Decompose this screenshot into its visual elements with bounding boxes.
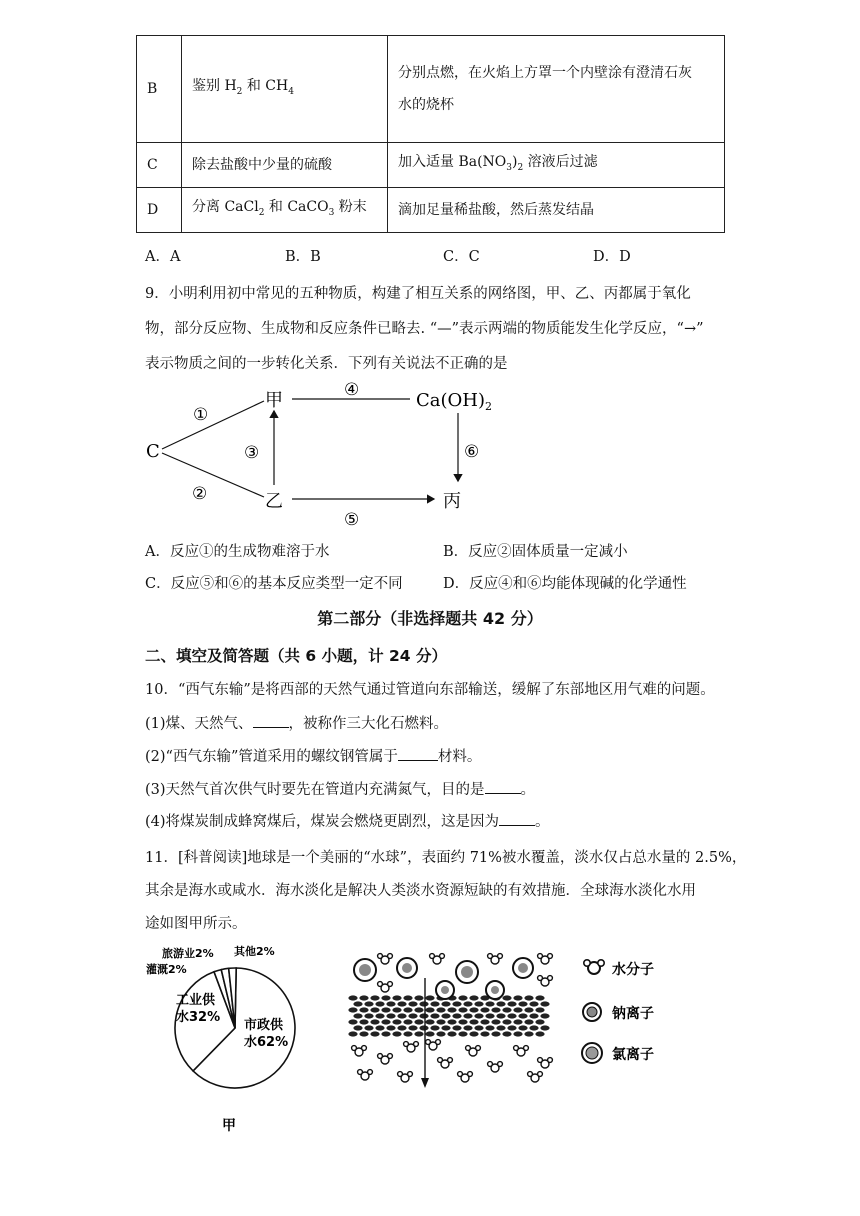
- membrane-cell: [469, 1031, 479, 1037]
- desalination-use-pie-chart: [140, 935, 330, 1140]
- legend-chloride: 氯离子: [612, 1047, 654, 1063]
- membrane-cell: [463, 1001, 473, 1007]
- membrane-cell: [436, 1031, 446, 1037]
- membrane-cell: [381, 1031, 391, 1037]
- chloride-ion-icon: [582, 1043, 602, 1063]
- ion-core: [518, 963, 528, 973]
- water-molecule: [430, 954, 445, 964]
- pie-label-other: 其他2%: [234, 945, 275, 958]
- membrane-cell: [502, 1007, 512, 1013]
- membrane-cell: [381, 1019, 391, 1025]
- membrane-cell: [414, 1031, 424, 1037]
- membrane-cell: [430, 1025, 440, 1031]
- row-purpose: 鉴别 $H_2$ 和 $CH_4$: [182, 36, 388, 143]
- water-molecule-icon: [584, 960, 604, 974]
- membrane-cell: [452, 1001, 462, 1007]
- membrane-cell: [452, 1013, 462, 1019]
- membrane-cell: [364, 1001, 374, 1007]
- membrane-cell: [353, 1025, 363, 1031]
- water-molecule: [528, 1072, 543, 1082]
- q10-item-1: (1)煤、天然气、 ，被称作三大化石燃料。: [145, 712, 448, 733]
- q11-line3: 途如图甲所示。: [145, 916, 247, 932]
- membrane-cell: [408, 1025, 418, 1031]
- label-r4: ④: [344, 380, 360, 400]
- q9-line2: 物，部分反应物、生成物和反应条件已略去. “—”表示两端的物质能发生化学反应，“→”: [145, 321, 704, 337]
- membrane-cell: [518, 1025, 528, 1031]
- q10-item-3: (3)天然气首次供气时要先在管道内充满氮气，目的是 。: [145, 778, 535, 799]
- membrane-cell: [540, 1013, 550, 1019]
- membrane-cell: [364, 1025, 374, 1031]
- membrane-cell: [375, 1025, 385, 1031]
- membrane-cell: [496, 1013, 506, 1019]
- legend-water: 水分子: [612, 962, 654, 978]
- water-molecule: [488, 954, 503, 964]
- membrane-cell: [447, 1007, 457, 1013]
- membrane-cell: [397, 1013, 407, 1019]
- membrane-cell: [447, 1031, 457, 1037]
- ion-core: [359, 964, 371, 976]
- membrane-cell: [480, 1007, 490, 1013]
- membrane-cell: [392, 1019, 402, 1025]
- row-purpose: 分离 CaCl$_2$ 和 CaCO$_3$ 粉末: [182, 188, 388, 233]
- particle-legend: [578, 958, 688, 1068]
- node-c: C: [146, 441, 160, 462]
- membrane-cell: [524, 1019, 534, 1025]
- pie-label-industry-2: 水32%: [176, 1010, 221, 1025]
- membrane-cell: [392, 1031, 402, 1037]
- membrane-cell: [485, 1025, 495, 1031]
- membrane-cell: [386, 1013, 396, 1019]
- membrane-cell: [381, 995, 391, 1001]
- membrane-cell: [441, 1013, 451, 1019]
- membrane-cell: [535, 995, 545, 1001]
- q10-item-2: (2)“西气东输”管道采用的螺纹钢管属于 材料。: [145, 745, 481, 766]
- membrane-cell: [353, 1013, 363, 1019]
- membrane-cell: [414, 1019, 424, 1025]
- membrane-cell: [535, 1031, 545, 1037]
- q11-line1: 11．[科普阅读]地球是一个美丽的“水球”，表面约 71%被水覆盖，淡水仅占总水量的 2.5%，: [145, 850, 747, 866]
- membrane-cell: [425, 1007, 435, 1013]
- membrane-cell: [359, 1019, 369, 1025]
- membrane-cell: [535, 1019, 545, 1025]
- membrane-cell: [370, 1019, 380, 1025]
- water-molecule: [538, 976, 553, 986]
- answer-blank[interactable]: [499, 811, 535, 826]
- choice-c: C．C: [443, 249, 480, 265]
- membrane-cell: [529, 1001, 539, 1007]
- membrane-cell: [364, 1013, 374, 1019]
- membrane-cell: [469, 1019, 479, 1025]
- q9-line1: 9．小明利用初中常见的五种物质，构建了相互关系的网络图，甲、乙、丙都属于氧化: [145, 286, 691, 302]
- pie-label-industry-1: 工业供: [176, 993, 216, 1008]
- row-letter: C: [137, 143, 182, 188]
- membrane-cell: [392, 1007, 402, 1013]
- membrane-cell: [436, 1019, 446, 1025]
- membrane-cell: [458, 1019, 468, 1025]
- node-yi: 乙: [265, 491, 283, 512]
- node-bing: 丙: [443, 491, 461, 512]
- water-molecule: [358, 1070, 373, 1080]
- row-letter: D: [137, 188, 182, 233]
- sodium-ion-icon: [583, 1003, 601, 1021]
- membrane-cell: [458, 1007, 468, 1013]
- membrane-cell: [419, 1013, 429, 1019]
- pie-label-municipal-2: 水62%: [244, 1035, 289, 1050]
- q9-option-a: A．反应①的生成物难溶于水: [145, 544, 330, 560]
- membrane-cell: [540, 1001, 550, 1007]
- water-molecule: [378, 954, 393, 964]
- q9-option-b: B．反应②固体质量一定减小: [443, 544, 628, 560]
- membrane-cell: [507, 1013, 517, 1019]
- q9-line3: 表示物质之间的一步转化关系．下列有关说法不正确的是: [145, 356, 508, 372]
- membrane-cell: [419, 1025, 429, 1031]
- label-r2: ②: [192, 484, 208, 504]
- membrane-cell: [452, 1025, 462, 1031]
- membrane-cell: [348, 995, 358, 1001]
- membrane-cell: [524, 1031, 534, 1037]
- membrane-cell: [491, 1007, 501, 1013]
- membrane-cell: [359, 995, 369, 1001]
- membrane-cell: [524, 995, 534, 1001]
- water-molecule: [378, 982, 393, 992]
- membrane-cell: [496, 1001, 506, 1007]
- row-purpose: 除去盐酸中少量的硫酸: [182, 143, 388, 188]
- water-molecule: [438, 1058, 453, 1068]
- membrane-cell: [375, 1013, 385, 1019]
- ion-core: [402, 963, 412, 973]
- membrane-cell: [458, 995, 468, 1001]
- node-jia: 甲: [265, 390, 283, 411]
- choice-b: B．B: [285, 249, 321, 265]
- node-caoh2: $Ca(OH)_2$: [416, 390, 493, 413]
- membrane-cell: [469, 1007, 479, 1013]
- water-molecule: [426, 1040, 441, 1050]
- desalination-membrane-illustration: [345, 950, 560, 1095]
- pie-label-irrigation: 灌溉2%: [146, 963, 187, 976]
- water-molecule: [458, 1072, 473, 1082]
- membrane-cell: [480, 1019, 490, 1025]
- membrane-cell: [507, 1001, 517, 1007]
- label-r5: ⑤: [344, 510, 360, 530]
- q9-option-d: D．反应④和⑥均能体现碱的化学通性: [443, 576, 687, 592]
- row-method: 加入适量 $Ba(NO_3)_2$ 溶液后过滤: [388, 143, 725, 188]
- membrane-cell: [386, 1025, 396, 1031]
- membrane-cell: [524, 1007, 534, 1013]
- answer-blank[interactable]: [253, 713, 289, 728]
- membrane-cell: [403, 1007, 413, 1013]
- membrane-cell: [441, 1025, 451, 1031]
- membrane-cell: [474, 1025, 484, 1031]
- legend-sodium: 钠离子: [612, 1006, 654, 1022]
- membrane-cell: [496, 1025, 506, 1031]
- membrane-cell: [474, 1001, 484, 1007]
- membrane-cell: [430, 1001, 440, 1007]
- membrane-cell: [535, 1007, 545, 1013]
- water-molecule: [538, 954, 553, 964]
- membrane-cell: [518, 1013, 528, 1019]
- section-title: 第二部分（非选择题共 42 分）: [317, 609, 543, 628]
- table-row: [137, 188, 725, 233]
- membrane-cell: [436, 1007, 446, 1013]
- q9-option-c: C．反应⑤和⑥的基本反应类型一定不同: [145, 576, 403, 592]
- membrane-cell: [381, 1007, 391, 1013]
- row-letter: B: [137, 36, 182, 143]
- membrane-cell: [408, 1013, 418, 1019]
- membrane-cell: [430, 1013, 440, 1019]
- membrane-cell: [348, 1031, 358, 1037]
- membrane-cell: [359, 1031, 369, 1037]
- membrane-cell: [529, 1013, 539, 1019]
- label-r1: ①: [193, 405, 209, 425]
- water-molecule: [466, 1046, 481, 1056]
- part-title: 二、填空及简答题（共 6 小题，计 24 分）: [145, 647, 447, 665]
- membrane-cell: [408, 1001, 418, 1007]
- table-row: [137, 36, 725, 143]
- q11-line2: 其余是海水或咸水．海水淡化是解决人类淡水资源短缺的有效措施．全球海水淡化水用: [145, 883, 696, 899]
- membrane-cell: [463, 1013, 473, 1019]
- ion-core: [441, 986, 449, 994]
- label-r3: ③: [244, 443, 260, 463]
- row-method: 滴加足量稀盐酸，然后蒸发结晶: [388, 188, 725, 233]
- q8-choices: [145, 245, 745, 265]
- membrane-cell: [370, 1007, 380, 1013]
- membrane-cell: [513, 1007, 523, 1013]
- membrane-cell: [513, 995, 523, 1001]
- q10-intro: 10．“西气东输”是将西部的天然气通过管道向东部输送，缓解了东部地区用气难的问题。: [145, 682, 715, 698]
- membrane-cell: [485, 1001, 495, 1007]
- membrane-cell: [348, 1019, 358, 1025]
- membrane-cell: [386, 1001, 396, 1007]
- figure-caption-jia: 甲: [222, 1118, 236, 1134]
- flow-arrowhead: [421, 1078, 429, 1088]
- edge-c-jia: [162, 401, 264, 449]
- membrane-cell: [447, 1019, 457, 1025]
- water-molecule: [488, 1062, 503, 1072]
- membrane-cell: [403, 1031, 413, 1037]
- ions: [354, 958, 533, 999]
- answer-blank[interactable]: [398, 746, 438, 761]
- membrane-cell: [529, 1025, 539, 1031]
- membrane-cell: [359, 1007, 369, 1013]
- membrane-cell: [425, 1031, 435, 1037]
- answer-blank[interactable]: [485, 779, 521, 794]
- row-method: 分别点燃，在火焰上方罩一个内壁涂有澄清石灰 水的烧杯: [388, 36, 725, 143]
- reaction-network-diagram: [140, 375, 540, 535]
- pie-label-tourism: 旅游业2%: [162, 947, 214, 960]
- label-r6: ⑥: [464, 442, 480, 462]
- membrane-cell: [370, 1031, 380, 1037]
- water-molecule: [514, 1046, 529, 1056]
- membrane-cell: [513, 1031, 523, 1037]
- membrane-cell: [502, 1031, 512, 1037]
- choice-a: A．A: [145, 249, 181, 265]
- membrane-cell: [392, 995, 402, 1001]
- membrane-cell: [348, 1007, 358, 1013]
- membrane-cell: [397, 1001, 407, 1007]
- membrane-cell: [370, 995, 380, 1001]
- membrane-cell: [491, 1031, 501, 1037]
- membrane-cell: [480, 1031, 490, 1037]
- water-molecule: [352, 1046, 367, 1056]
- membrane-cell: [502, 995, 512, 1001]
- membrane-cell: [375, 1001, 385, 1007]
- membrane-cell: [502, 1019, 512, 1025]
- membrane-cell: [419, 1001, 429, 1007]
- ion-core: [491, 986, 499, 994]
- membrane-cell: [353, 1001, 363, 1007]
- water-molecule: [538, 1058, 553, 1068]
- options-table: [136, 35, 725, 233]
- membrane: [348, 995, 550, 1037]
- membrane-cell: [518, 1001, 528, 1007]
- membrane-cell: [513, 1019, 523, 1025]
- membrane-cell: [507, 1025, 517, 1031]
- water-molecule: [398, 1072, 413, 1082]
- membrane-cell: [540, 1025, 550, 1031]
- membrane-cell: [463, 1025, 473, 1031]
- membrane-cell: [425, 995, 435, 1001]
- membrane-cell: [469, 995, 479, 1001]
- pie-label-municipal-1: 市政供: [244, 1018, 284, 1033]
- membrane-cell: [414, 995, 424, 1001]
- membrane-cell: [485, 1013, 495, 1019]
- membrane-cell: [491, 1019, 501, 1025]
- table-row: [137, 143, 725, 188]
- water-molecule: [378, 1054, 393, 1064]
- membrane-cell: [403, 1019, 413, 1025]
- choice-d: D．D: [593, 249, 631, 265]
- ion-core: [461, 966, 473, 978]
- membrane-cell: [414, 1007, 424, 1013]
- membrane-cell: [441, 1001, 451, 1007]
- q10-item-4: (4)将煤炭制成蜂窝煤后，煤炭会燃烧更剧烈，这是因为 。: [145, 810, 550, 831]
- membrane-cell: [458, 1031, 468, 1037]
- membrane-cell: [403, 995, 413, 1001]
- membrane-cell: [425, 1019, 435, 1025]
- water-molecule: [404, 1042, 419, 1052]
- membrane-cell: [397, 1025, 407, 1031]
- membrane-cell: [474, 1013, 484, 1019]
